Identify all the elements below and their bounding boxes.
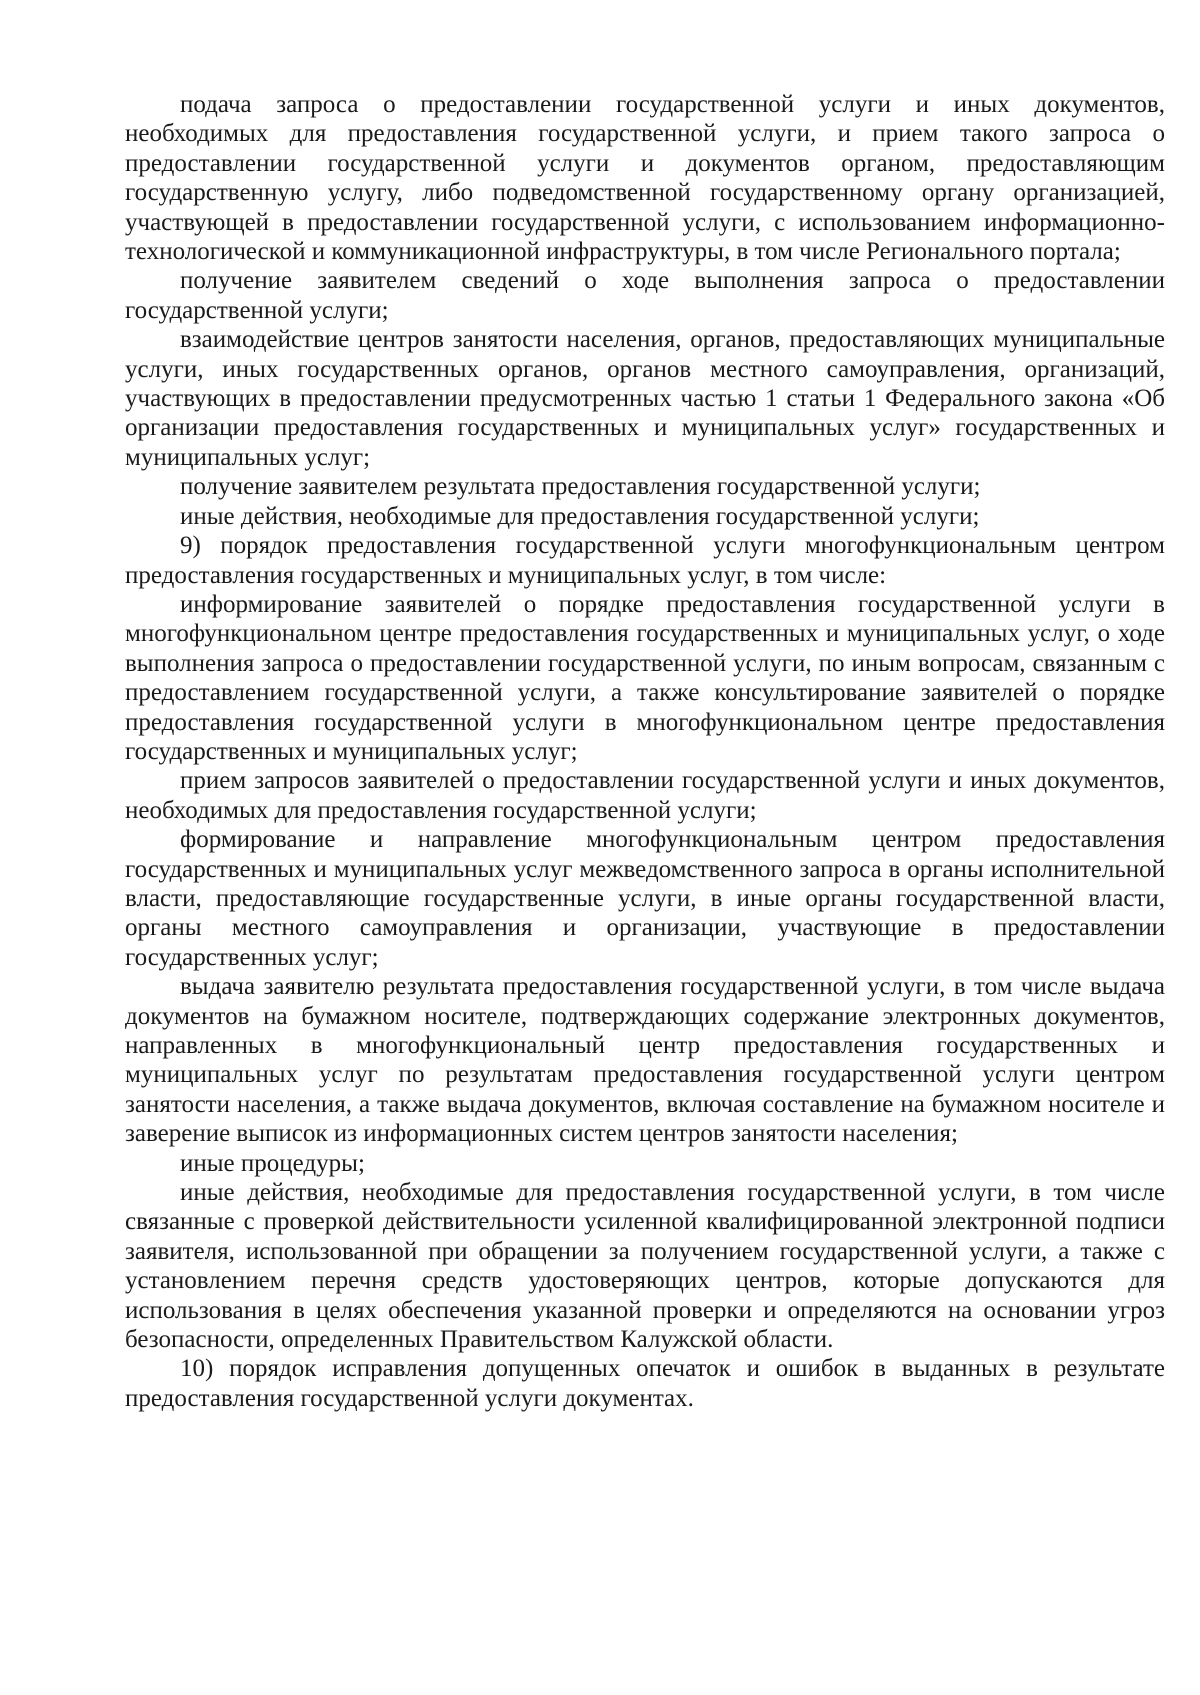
paragraph-signature-check: иные действия, необходимые для предоставления государственной услуги, в том числе связанные с проверкой действительности усиленной квалифицированной электронной подписи заявителя, использованной при обращении за получением государственной услуги, а также с установлением перечня средств удостоверяющих центров, которые допускаются для использования в целях обеспечения указанной проверки и определяются на основании угроз безопасности, определенных Правительством Калужской области. (125, 1179, 1165, 1354)
paragraph-status-info: получение заявителем сведений о ходе выполнения запроса о предоставлении государственной услуги; (125, 267, 1165, 324)
paragraph-submission: подача запроса о предоставлении государственной услуги и иных документов, необходимых для предоставления государственной услуги, и прием такого запроса о предоставлении государственной услуги и документов органом, предоставляющим государственную услугу, либо подведомственной государственному органу организацией, участвующей в предоставлении государственной услуги, с использованием информационно-технологической и коммуникационной инфраструктуры, в том числе Регионального портала; (125, 91, 1165, 266)
paragraph-issuance: выдача заявителю результата предоставления государственной услуги, в том числе выдача документов на бумажном носителе, подтверждающих содержание электронных документов, направленных в многофункциональный центр предоставления государственных и муниципальных услуг по результатам предоставления государственной услуги центром занятости населения, а также выдача документов, включая составление на бумажном носителе и заверение выписок из информационных систем центров занятости населения; (125, 973, 1165, 1148)
paragraph-interaction: взаимодействие центров занятости населения, органов, предоставляющих муниципальные услуги, иных государственных органов, органов местного самоуправления, организаций, участвующих в предоставлении предусмотренных частью 1 статьи 1 Федерального закона «Об организации предоставления государственных и муниципальных услуг» государственных и муниципальных услуг; (125, 326, 1165, 471)
paragraph-reception: прием запросов заявителей о предоставлении государственной услуги и иных документов, необходимых для предоставления государственной услуги; (125, 767, 1165, 824)
paragraph-result: получение заявителем результата предоставления государственной услуги; (180, 473, 981, 501)
paragraph-item-10: 10) порядок исправления допущенных опечаток и ошибок в выданных в результате предоставления государственной услуги документах. (125, 1355, 1165, 1412)
paragraph-requests: формирование и направление многофункциональным центром предоставления государственных и муниципальных услуг межведомственного запроса в органы исполнительной власти, предоставляющие государственные услуги, в иные органы государственной власти, органы местного самоуправления и организации, участвующие в предоставлении государственных услуг; (125, 826, 1165, 971)
document-page (125, 90, 1165, 1413)
paragraph-item-9: 9) порядок предоставления государственной услуги многофункциональным центром предоставления государственных и муниципальных услуг, в том числе: (125, 532, 1165, 589)
paragraph-informing: информирование заявителей о порядке предоставления государственной услуги в многофункциональном центре предоставления государственных и муниципальных услуг, о ходе выполнения запроса о предоставлении государственной услуги, по иным вопросам, связанным с предоставлением государственной услуги, а также консультирование заявителей о порядке предоставления государственной услуги в многофункциональном центре предоставления государственных и муниципальных услуг; (125, 590, 1165, 765)
paragraph-other-procedures: иные процедуры; (180, 1149, 365, 1177)
paragraph-other-actions: иные действия, необходимые для предоставления государственной услуги; (180, 502, 980, 530)
